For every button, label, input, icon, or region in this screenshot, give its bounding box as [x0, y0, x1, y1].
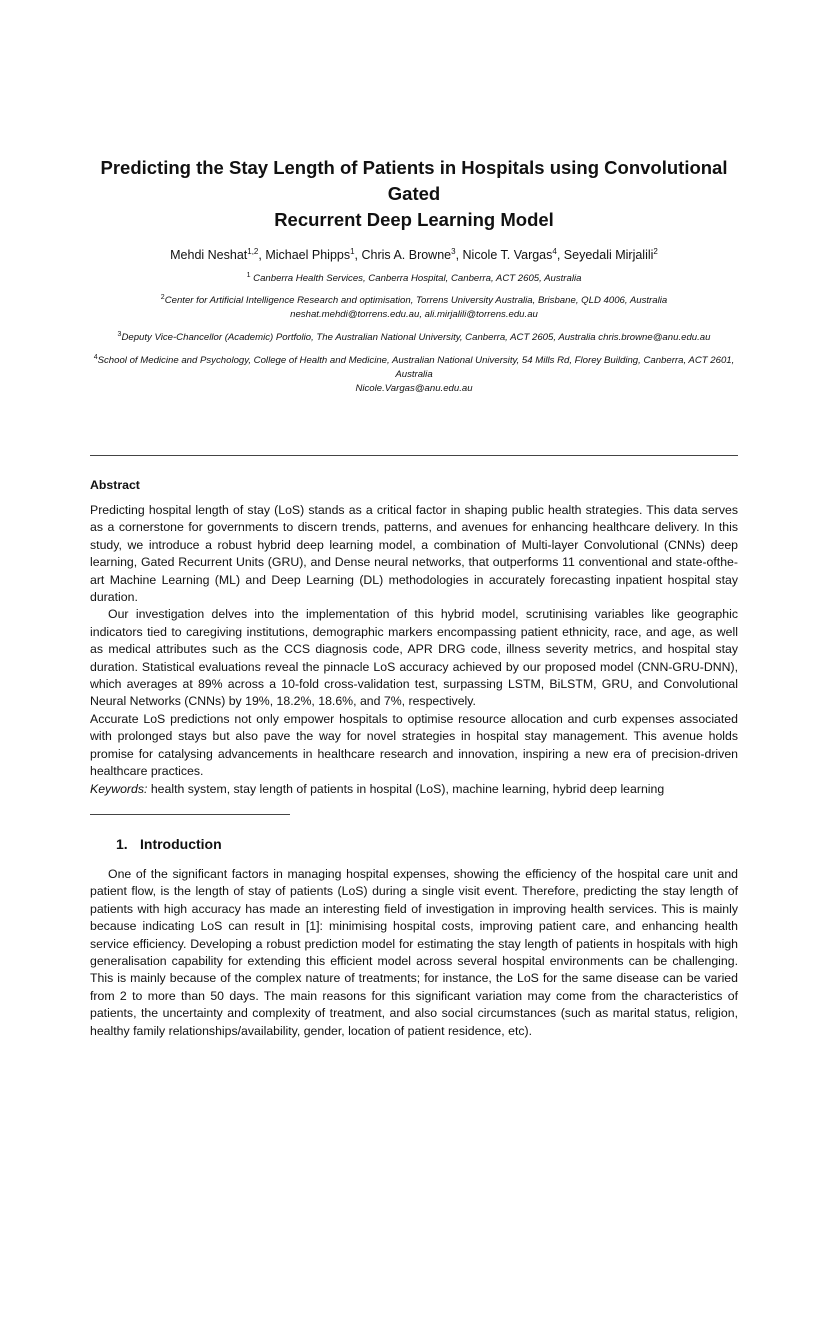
abstract-heading: Abstract: [90, 478, 140, 492]
affiliation-3: $^3$Deputy Vice-Chancellor (Academic) Portfolio, The Australian National University, Canberra, ACT 2605, Australia chris.browne@anu.edu.au: [117, 330, 711, 343]
author: Michael Phipps$^1$,: [265, 246, 362, 262]
keywords-list: health system, stay length of patients in hospital (LoS), machine learning, hybrid deep learning: [147, 781, 665, 796]
abstract-divider: [90, 814, 290, 815]
section-heading-introduction: [90, 835, 738, 853]
author: Mehdi Neshat$^{1,2}$,: [170, 246, 266, 262]
author: Chris A. Browne$^3$,: [361, 246, 463, 262]
paper-title-line-1: Predicting the Stay Length of Patients in Hospitals using Convolutional Gated: [100, 157, 728, 204]
affiliation-2: $^2$Center for Artificial Intelligence Research and optimisation, Torrens University Australia, Brisbane, QLD 4006, Australia neshat.mehdi@torrens.edu.au, ali.mirjalili@torrens.edu.au: [90, 294, 738, 322]
abstract-paragraph-2: Our investigation delves into the implementation of this hybrid model, scrutinising variables like geographic indicators tied to caregiving institutions, demographic markers encompassing patient ethnicity, race, and age, as well as medical attributes such as the CCS diagnosis code, APR DRG code, illness severity metrics, and hospital stay duration. Statistical evaluations reveal the pinnacle LoS accuracy achieved by our proposed model (CNN-GRU-DNN), which averages at 89% across a 10-fold cross-validation test, surpassing LSTM, BiLSTM, GRU, and Convolutional Neural Networks (CNNs) by 19%, 18.2%, 18.6%, and 7%, respectively.: [90, 607, 738, 709]
author: Seyedali Mirjalili$^2$: [563, 246, 658, 262]
author: Nicole T. Vargas$^4$,: [462, 246, 564, 262]
abstract-paragraph-3: Accurate LoS predictions not only empower hospitals to optimise resource allocation and curb expenses associated with prolonged stays but also pave the way for novel strategies in hospital stay management. This avenue holds promise for catalysing advancements in healthcare research and innovation, inspiring a new era of precision-driven healthcare practices.: [90, 711, 738, 779]
section-number: 1.: [116, 835, 128, 852]
paper-title-line-2: Recurrent Deep Learning Model: [274, 209, 554, 230]
affiliation-2-email: neshat.mehdi@torrens.edu.au, ali.mirjalili@torrens.edu.au: [290, 309, 538, 320]
author-list: [90, 247, 738, 263]
abstract-paragraph-1: Predicting hospital length of stay (LoS) stands as a critical factor in shaping public health strategies. This data serves as a cornerstone for governments to discern trends, patterns, and avenues for enhancing healthcare delivery. In this study, we introduce a robust hybrid deep learning model, a combination of Multi-layer Convolutional (CNNs) deep learning, Gated Recurrent Units (GRU), and Dense neural networks, that outperforms 11 conventional and state-ofthe-art Machine Learning (ML) and Deep Learning (DL) methodologies in accurately forecasting inpatient hospital stay duration.: [90, 503, 738, 605]
paper-page: [0, 155, 828, 1326]
affiliation-4: $^4$School of Medicine and Psychology, College of Health and Medicine, Australian National University, 54 Mills Rd, Florey Building, Canberra, ACT 2601, Australia Nicole.Vargas@anu.edu.au: [90, 354, 738, 396]
header-divider: [90, 455, 738, 456]
section-title: Introduction: [140, 835, 222, 852]
introduction-paragraph-1: One of the significant factors in managing hospital expenses, showing the efficiency of the hospital care unit and patient flow, is the length of stay of patients (LoS) during a single visit event. Therefore, predicting the stay length of patients with high accuracy has made an interesting field of investigation in improving health services. This is mainly because indicating LoS can result in [1]: minimising hospital costs, improving patient care, and enhancing health service efficiency. Developing a robust prediction model for estimating the stay length of patients in hospitals with high generalisation capability for extending this efficient model across several hospital environments can be challenging. This is mainly because of the complex nature of treatments; for instance, the LoS for the same disease can be varied from 2 to more than 50 days. The main reasons for this significant variation may come from the characteristics of patients, the uncertainty and complexity of treatment, and also social circumstances (such as marital status, religion, healthy family relationships/availability, gender, location of patient residence, etc).: [90, 866, 738, 1038]
keywords-label: Keywords:: [90, 781, 148, 796]
paper-title: [90, 155, 738, 233]
affiliation-1: $^1$ Canberra Health Services, Canberra Hospital, Canberra, ACT 2605, Australia: [246, 271, 582, 284]
keywords: [90, 781, 738, 798]
affiliation-4-email: Nicole.Vargas@anu.edu.au: [355, 383, 473, 394]
